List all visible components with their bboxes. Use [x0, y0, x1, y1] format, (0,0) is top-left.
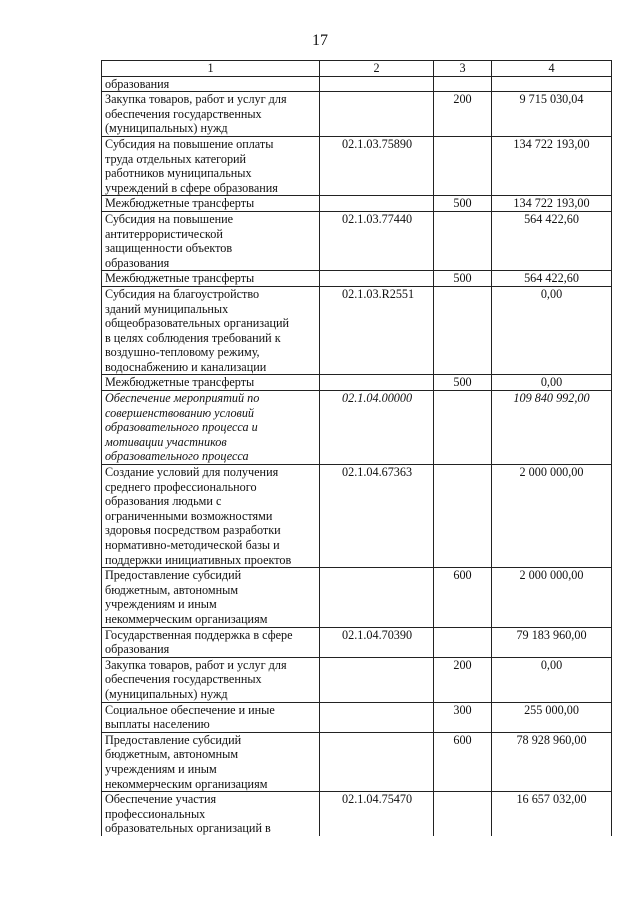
table-row	[102, 568, 612, 627]
row-code-cell: 02.1.04.70390	[320, 627, 434, 657]
row-amount-cell: 9 715 030,04	[492, 92, 612, 137]
row-expense-type-cell: 500	[434, 375, 492, 391]
table-row	[102, 286, 612, 375]
row-code-cell	[320, 271, 434, 287]
row-expense-type-cell: 600	[434, 568, 492, 627]
row-name-cell: Межбюджетные трансферты	[102, 196, 320, 212]
row-amount-cell: 79 183 960,00	[492, 627, 612, 657]
row-amount-cell: 2 000 000,00	[492, 465, 612, 568]
row-name-cell: Обеспечение мероприятий по совершенствованию условий образовательного процесса и мотивации участников образовательного процесса	[102, 391, 320, 465]
row-expense-type-cell	[434, 627, 492, 657]
row-name-cell: Закупка товаров, работ и услуг для обеспечения государственных (муниципальных) нужд	[102, 92, 320, 137]
row-name-cell: Обеспечение участия профессиональных образовательных организаций в	[102, 792, 320, 836]
table-row	[102, 702, 612, 732]
row-name-cell: Предоставление субсидий бюджетным, автономным учреждениям и иным некоммерческим организациям	[102, 568, 320, 627]
row-name-cell: Межбюджетные трансферты	[102, 375, 320, 391]
row-name-cell: Государственная поддержка в сфере образования	[102, 627, 320, 657]
row-amount-cell: 564 422,60	[492, 211, 612, 270]
table-row	[102, 375, 612, 391]
table-row	[102, 732, 612, 791]
row-code-cell	[320, 76, 434, 92]
row-amount-cell: 255 000,00	[492, 702, 612, 732]
page-number: 17	[312, 32, 328, 49]
table-row	[102, 271, 612, 287]
row-name-cell: Межбюджетные трансферты	[102, 271, 320, 287]
row-amount-cell: 2 000 000,00	[492, 568, 612, 627]
row-expense-type-cell: 200	[434, 92, 492, 137]
row-expense-type-cell	[434, 465, 492, 568]
row-name-cell: Субсидия на повышение оплаты труда отдельных категорий работников муниципальных учреждений в сфере образования	[102, 136, 320, 195]
row-expense-type-cell: 600	[434, 732, 492, 791]
row-amount-cell: 78 928 960,00	[492, 732, 612, 791]
row-code-cell	[320, 732, 434, 791]
row-amount-cell: 109 840 992,00	[492, 391, 612, 465]
table-header-row	[102, 61, 612, 77]
row-expense-type-cell	[434, 792, 492, 836]
row-code-cell: 02.1.03.75890	[320, 136, 434, 195]
row-code-cell	[320, 92, 434, 137]
row-expense-type-cell: 500	[434, 196, 492, 212]
table-row	[102, 136, 612, 195]
row-name-cell: Закупка товаров, работ и услуг для обеспечения государственных (муниципальных) нужд	[102, 657, 320, 702]
table-row	[102, 391, 612, 465]
row-amount-cell: 134 722 193,00	[492, 136, 612, 195]
table-row	[102, 196, 612, 212]
row-amount-cell	[492, 76, 612, 92]
column-header-3: 3	[434, 61, 492, 77]
row-code-cell	[320, 657, 434, 702]
row-code-cell	[320, 375, 434, 391]
row-code-cell	[320, 196, 434, 212]
row-amount-cell: 564 422,60	[492, 271, 612, 287]
table-row	[102, 657, 612, 702]
row-name-cell: Субсидия на благоустройство зданий муниципальных общеобразовательных организаций в целях соблюдения требований к воздушно-тепловому режиму, водоснабжению и канализации	[102, 286, 320, 375]
row-code-cell: 02.1.03.R2551	[320, 286, 434, 375]
row-name-cell: Предоставление субсидий бюджетным, автономным учреждениям и иным некоммерческим организациям	[102, 732, 320, 791]
column-header-4: 4	[492, 61, 612, 77]
row-expense-type-cell	[434, 136, 492, 195]
table-row	[102, 211, 612, 270]
row-expense-type-cell: 300	[434, 702, 492, 732]
table-row	[102, 92, 612, 137]
table-row	[102, 76, 612, 92]
column-header-1: 1	[102, 61, 320, 77]
row-expense-type-cell: 200	[434, 657, 492, 702]
row-expense-type-cell: 500	[434, 271, 492, 287]
row-amount-cell: 0,00	[492, 286, 612, 375]
row-code-cell	[320, 702, 434, 732]
row-amount-cell: 16 657 032,00	[492, 792, 612, 836]
table-row	[102, 792, 612, 836]
table-row	[102, 465, 612, 568]
row-expense-type-cell	[434, 286, 492, 375]
column-header-2: 2	[320, 61, 434, 77]
row-code-cell	[320, 568, 434, 627]
table-row	[102, 627, 612, 657]
row-code-cell: 02.1.04.00000	[320, 391, 434, 465]
row-code-cell: 02.1.04.67363	[320, 465, 434, 568]
row-expense-type-cell	[434, 76, 492, 92]
row-amount-cell: 134 722 193,00	[492, 196, 612, 212]
row-amount-cell: 0,00	[492, 375, 612, 391]
row-expense-type-cell	[434, 211, 492, 270]
row-name-cell: Социальное обеспечение и иные выплаты населению	[102, 702, 320, 732]
table-body	[102, 61, 612, 836]
row-name-cell: Создание условий для получения среднего профессионального образования людьми с ограниченными возможностями здоровья посредством разработки нормативно-методической базы и поддержки инициативных проектов	[102, 465, 320, 568]
budget-table	[101, 60, 612, 836]
row-code-cell: 02.1.04.75470	[320, 792, 434, 836]
row-amount-cell: 0,00	[492, 657, 612, 702]
row-expense-type-cell	[434, 391, 492, 465]
row-code-cell: 02.1.03.77440	[320, 211, 434, 270]
row-name-cell: Субсидия на повышение антитеррористической защищенности объектов образования	[102, 211, 320, 270]
row-name-cell: образования	[102, 76, 320, 92]
